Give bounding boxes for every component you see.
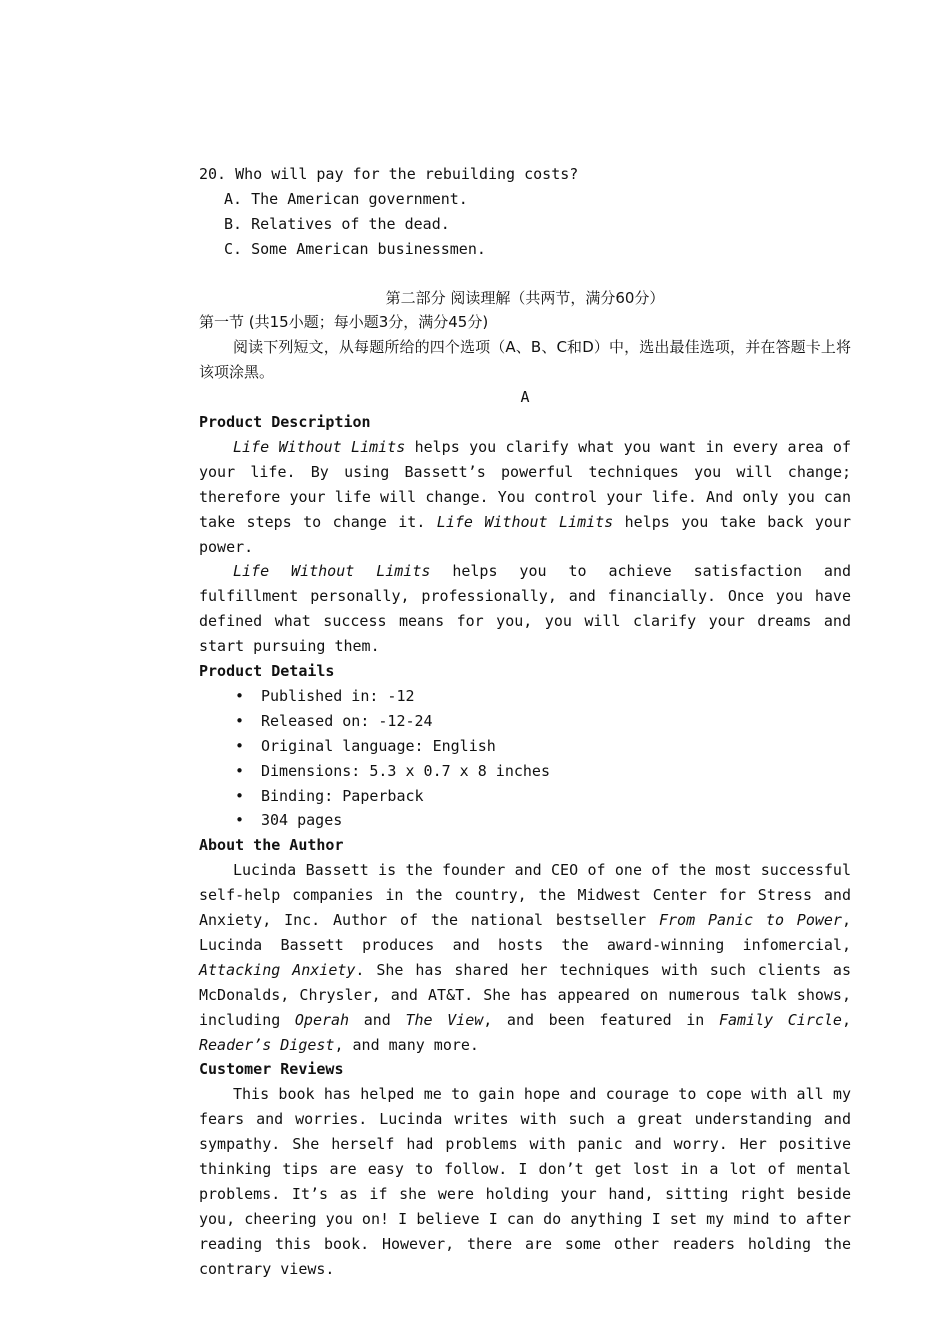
part-two-title: 第二部分 阅读理解（共两节，满分60分）: [385, 288, 665, 307]
customer-reviews-heading: Customer Reviews: [199, 1060, 344, 1079]
reading-instruction: 阅读下列短文，从每题所给的四个选项（A、B、C和D）中，选出最佳选项，并在答题卡上将该项涂黑。: [199, 338, 851, 382]
list-item: • 304 pages: [199, 808, 851, 833]
magazine-title: Reader’s Digest: [199, 1035, 335, 1054]
product-details-heading: Product Details: [199, 662, 335, 681]
product-details-list: [199, 684, 851, 833]
book-title: Life Without Limits: [436, 512, 614, 531]
book-title: Life Without Limits: [233, 562, 431, 581]
magazine-title: Family Circle: [718, 1010, 842, 1029]
section-one-title: 第一节 (共15小题；每小题3分，满分45分): [199, 313, 489, 332]
list-item: • Released on: -12-24: [199, 709, 851, 734]
question-20-option-b: B. Relatives of the dead.: [224, 214, 450, 233]
bullet-icon: •: [235, 761, 245, 780]
book-title: From Panic to Power: [659, 911, 842, 930]
author-paragraph: Lucinda Bassett is the founder and CEO of one of the most successful self-help companies in the country, the Midwest Center for Stress and Anxiety, Inc. Author of the national bestseller From Panic to Power, Lucinda Bassett produces and hosts the award-winning infomercial, Attacking Anxiety. She has shared her techniques with such clients as McDonalds, Chrysler, and AT&T. She has appeared on numerous talk shows, including Operah and The View, and been featured in Family Circle, Reader’s Digest, and many more.: [199, 861, 851, 1054]
question-20-option-c: C. Some American businessmen.: [224, 239, 486, 258]
product-description-heading: Product Description: [199, 413, 371, 432]
exam-page: [199, 162, 851, 1282]
list-item: • Dimensions: 5.3 x 0.7 x 8 inches: [199, 759, 851, 784]
list-item: • Binding: Paperback: [199, 784, 851, 809]
book-title: Life Without Limits: [233, 437, 406, 456]
list-item: • Original language: English: [199, 734, 851, 759]
bullet-icon: •: [235, 736, 245, 755]
description-paragraph-1: Life Without Limits helps you clarify what you want in every area of your life. By using Bassett’s powerful techniques you will change; therefore your life will change. You control your life. And only you can take steps to change it. Life Without Limits helps you take back your power.: [199, 437, 851, 556]
review-paragraph: This book has helped me to gain hope and courage to cope with all my fears and worries. Lucinda writes with such a great understanding and sympathy. She herself had problems with panic and worry. Her positive thinking tips are easy to follow. I don’t get lost in a lot of mental problems. It’s as if she were holding your hand, sitting right beside you, cheering you on! I believe I can do anything I set my mind to after reading this book. However, there are some other readers holding the contrary views.: [199, 1085, 851, 1278]
bullet-icon: •: [235, 786, 245, 805]
about-author-heading: About the Author: [199, 836, 344, 855]
bullet-icon: •: [235, 686, 245, 705]
bullet-icon: •: [235, 811, 245, 830]
bullet-icon: •: [235, 711, 245, 730]
list-item: • Published in: -12: [199, 684, 851, 709]
show-title: Operah: [294, 1010, 350, 1029]
description-paragraph-2: Life Without Limits helps you to achieve satisfaction and fulfillment personally, professionally, and financially. Once you have defined what success means for you, you will clarify your dreams and start pursuing them.: [199, 562, 852, 656]
question-20-option-a: A. The American government.: [224, 189, 468, 208]
show-title: Attacking Anxiety: [199, 960, 356, 979]
show-title: The View: [405, 1010, 484, 1029]
question-20-stem: 20. Who will pay for the rebuilding costs?: [199, 165, 579, 183]
passage-letter: A: [520, 388, 530, 407]
